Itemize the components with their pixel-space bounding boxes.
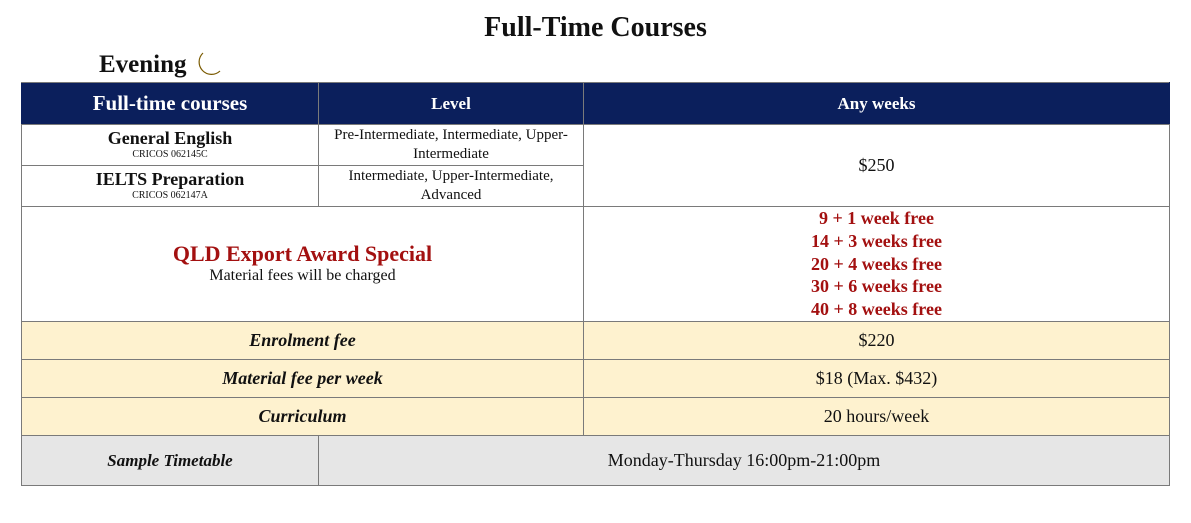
evening-label: Evening	[99, 51, 187, 78]
offer-item: 40 + 8 weeks free	[811, 299, 942, 320]
special-title: QLD Export Award Special	[172, 241, 433, 266]
courses-table	[21, 82, 1170, 486]
special-row	[22, 207, 1170, 322]
special-note: Material fees will be charged	[209, 267, 396, 284]
offer-item: 20 + 4 weeks free	[811, 253, 942, 274]
fee-label: Enrolment fee	[22, 322, 584, 360]
table-header-row	[22, 83, 1170, 125]
timetable-row	[22, 436, 1170, 486]
offer-item: 14 + 3 weeks free	[811, 230, 942, 251]
table-row	[22, 125, 1170, 166]
special-offers	[584, 207, 1170, 322]
course-name: General English	[107, 128, 233, 148]
crescent-moon-icon	[193, 50, 223, 80]
fee-row-enrolment	[22, 322, 1170, 360]
course-cell	[22, 125, 319, 166]
fee-value: $18 (Max. $432)	[584, 360, 1170, 398]
special-cell	[22, 207, 584, 322]
timetable-value: Monday-Thursday 16:00pm-21:00pm	[319, 436, 1170, 486]
offer-item: 9 + 1 week free	[819, 208, 934, 228]
header-any-weeks: Any weeks	[584, 83, 1170, 125]
cricos-code: CRICOS 062147A	[132, 190, 208, 201]
course-level: Pre-Intermediate, Intermediate, Upper-Intermediate	[319, 125, 584, 166]
cricos-code: CRICOS 062145C	[132, 149, 208, 160]
fee-value: $220	[584, 322, 1170, 360]
fee-label: Curriculum	[22, 398, 584, 436]
header-level: Level	[319, 83, 584, 125]
timetable-label: Sample Timetable	[22, 436, 319, 486]
evening-heading	[99, 49, 223, 81]
offer-item: 30 + 6 weeks free	[811, 276, 942, 297]
course-price: $250	[584, 125, 1170, 207]
fee-row-material	[22, 360, 1170, 398]
fee-value: 20 hours/week	[584, 398, 1170, 436]
course-name: IELTS Preparation	[95, 169, 245, 189]
page-title: Full-Time Courses	[484, 12, 707, 43]
fee-row-curriculum	[22, 398, 1170, 436]
header-full-time-courses: Full-time courses	[22, 83, 319, 125]
course-cell	[22, 166, 319, 207]
course-level: Intermediate, Upper-Intermediate, Advanced	[319, 166, 584, 207]
fee-label: Material fee per week	[22, 360, 584, 398]
